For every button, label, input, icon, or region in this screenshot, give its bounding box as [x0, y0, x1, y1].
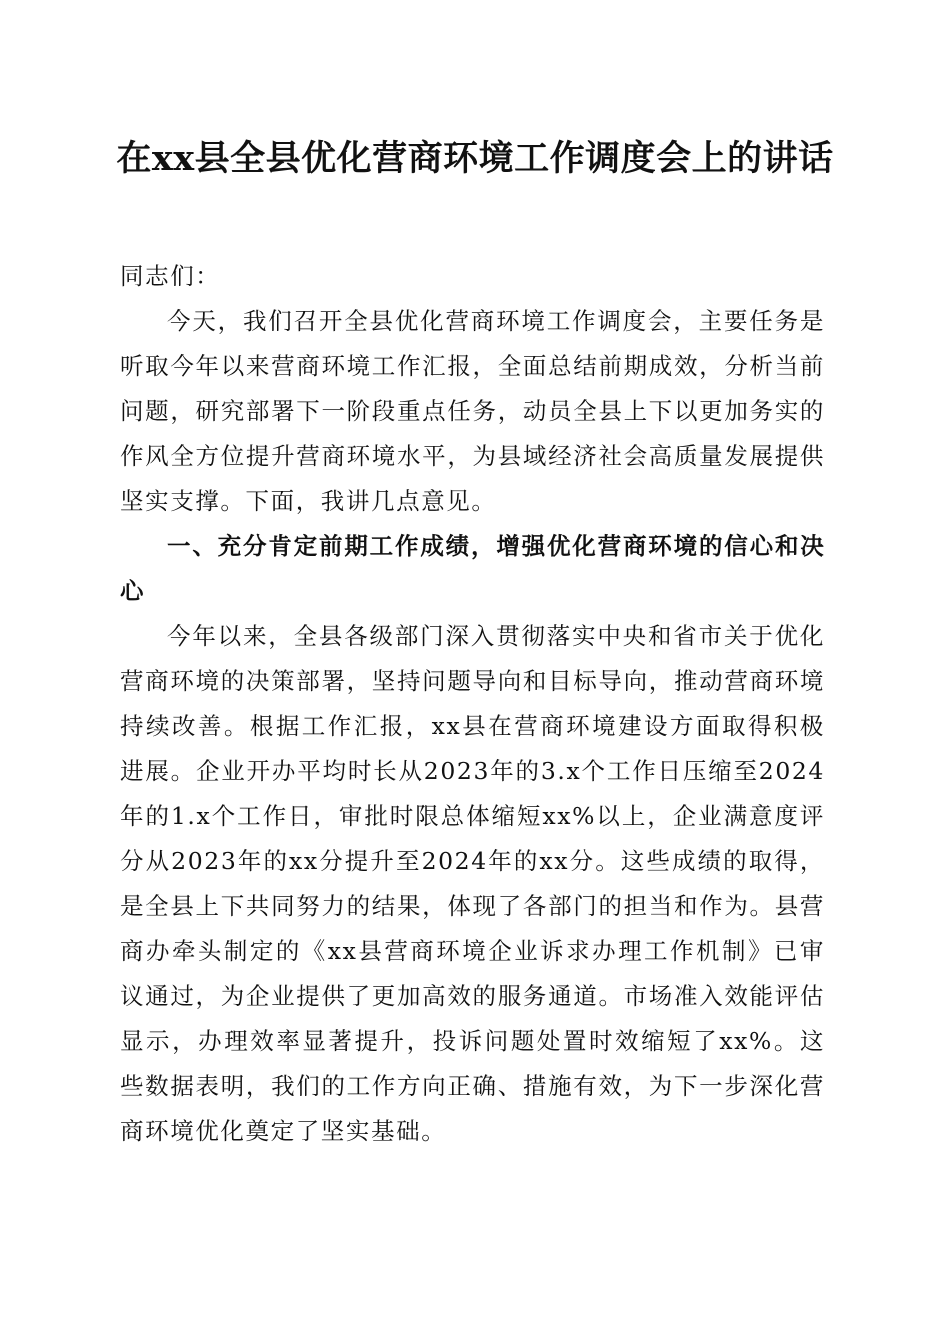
document-body — [120, 254, 825, 1154]
document-title: 在xx县全县优化营商环境工作调度会上的讲话 — [116, 138, 834, 179]
salutation: 同志们： — [120, 262, 221, 290]
section-heading: 一、充分肯定前期工作成绩，增强优化营商环境的信心和决心 — [120, 532, 825, 605]
intro-paragraph: 今天，我们召开全县优化营商环境工作调度会，主要任务是听取今年以来营商环境工作汇报，全面总结前期成效，分析当前问题，研究部署下一阶段重点任务，动员全县上下以更加务实的作风全方位提升营商环境水平，为县域经济社会高质量发展提供坚实支撑。下面，我讲几点意见。 — [120, 307, 825, 515]
section-paragraph: 今年以来，全县各级部门深入贯彻落实中央和省市关于优化营商环境的决策部署，坚持问题导向和目标导向，推动营商环境持续改善。根据工作汇报，xx县在营商环境建设方面取得积极进展。企业开办平均时长从2023年的3.x个工作日压缩至2024年的1.x个工作日，审批时限总体缩短xx%以上，企业满意度评分从2023年的xx分提升至2024年的xx分。这些成绩的取得，是全县上下共同努力的结果，体现了各部门的担当和作为。县营商办牵头制定的《xx县营商环境企业诉求办理工作机制》已审议通过，为企业提供了更加高效的服务通道。市场准入效能评估显示，办理效率显著提升，投诉问题处置时效缩短了xx%。这些数据表明，我们的工作方向正确、措施有效，为下一步深化营商环境优化奠定了坚实基础。 — [120, 622, 825, 1145]
